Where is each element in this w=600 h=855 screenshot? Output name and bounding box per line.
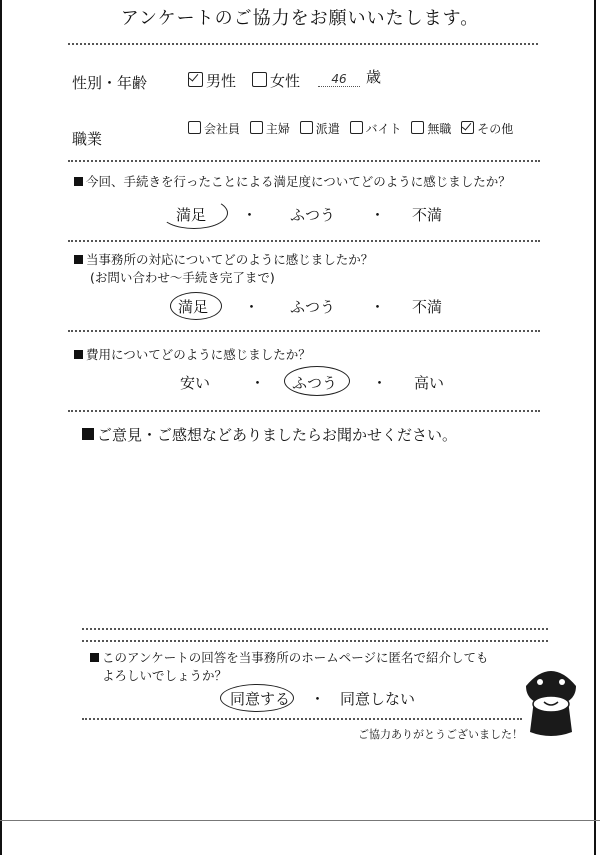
square-bullet-icon: [74, 350, 83, 359]
occupation-option-unemployed[interactable]: 無職: [411, 122, 451, 136]
q5-option-agree[interactable]: 同意する: [230, 690, 291, 708]
divider: [68, 330, 540, 332]
checkbox[interactable]: [300, 121, 313, 134]
occupation-option-parttime[interactable]: バイト: [350, 122, 402, 136]
checkbox[interactable]: [188, 121, 201, 134]
q1-option-dissatisfied[interactable]: 不満: [412, 206, 443, 224]
comments-area[interactable]: [82, 450, 538, 625]
selection-circle: [170, 292, 222, 320]
q3-question: 費用についてどのように感じましたか？: [74, 345, 311, 363]
occupation-option-other[interactable]: その他: [461, 122, 513, 136]
divider: [82, 628, 548, 630]
checkbox[interactable]: [250, 121, 263, 134]
gender-age-label: 性別・年齢: [72, 74, 148, 92]
gender-male-option[interactable]: 男性: [188, 70, 236, 91]
q1-option-satisfied[interactable]: 満足: [176, 206, 207, 224]
separator: ・: [250, 374, 266, 392]
square-bullet-icon: [90, 653, 99, 662]
divider: [68, 43, 538, 45]
gender-female-checkbox[interactable]: [252, 72, 267, 87]
q5-question-line1: このアンケートの回答を当事務所のホームページに匿名で紹介しても: [90, 648, 489, 666]
checkbox[interactable]: [350, 121, 363, 134]
mascot-icon: [520, 660, 582, 740]
separator: ・: [242, 206, 258, 224]
age-unit: 歳: [366, 68, 382, 86]
square-bullet-icon: [74, 255, 83, 264]
gender-female-option[interactable]: 女性: [252, 70, 300, 91]
checkbox[interactable]: [411, 121, 424, 134]
divider: [82, 640, 548, 642]
q2-option-satisfied[interactable]: 満足: [178, 298, 209, 316]
separator: ・: [370, 206, 386, 224]
occupation-options: [188, 120, 519, 137]
q3-option-cheap[interactable]: 安い: [180, 374, 211, 392]
q1-option-normal[interactable]: ふつう: [290, 206, 336, 224]
occupation-label: 職業: [72, 130, 103, 148]
thanks-message: ご協力ありがとうございました！: [358, 728, 523, 741]
divider: [68, 410, 540, 412]
page-edge-left: [0, 0, 2, 855]
checkbox[interactable]: [461, 121, 474, 134]
q2-option-dissatisfied[interactable]: 不満: [412, 298, 443, 316]
q2-question: 当事務所の対応についてどのように感じましたか？: [74, 250, 373, 268]
separator: ・: [372, 374, 388, 392]
q3-option-normal[interactable]: ふつう: [292, 374, 338, 392]
separator: ・: [310, 690, 326, 708]
page-edge-right: [594, 0, 596, 855]
divider: [82, 718, 522, 720]
selection-circle: [220, 684, 294, 712]
divider: [68, 240, 540, 242]
survey-title: アンケートのご協力をお願いいたします。: [120, 8, 480, 29]
gender-male-checkbox[interactable]: [188, 72, 203, 87]
occupation-option-dispatch[interactable]: 派遣: [300, 122, 340, 136]
q3-option-expensive[interactable]: 高い: [414, 374, 445, 392]
separator: ・: [244, 298, 260, 316]
q2-note: (お問い合わせ～手続き完了まで): [90, 270, 275, 285]
q4-question: ご意見・ご感想などありましたらお聞かせください。: [82, 424, 457, 445]
age-field[interactable]: 46: [318, 72, 360, 87]
square-bullet-icon: [82, 428, 94, 440]
occupation-option-company[interactable]: 会社員: [188, 122, 240, 136]
occupation-option-housewife[interactable]: 主婦: [250, 122, 290, 136]
divider: [68, 160, 540, 162]
q5-option-disagree[interactable]: 同意しない: [340, 690, 416, 708]
square-bullet-icon: [74, 177, 83, 186]
page-bottom-line: [0, 820, 600, 821]
selection-circle: [284, 366, 350, 396]
q1-question: 今回、手続きを行ったことによる満足度についてどのように感じましたか？: [74, 172, 511, 190]
selection-circle: [160, 197, 228, 229]
q2-option-normal[interactable]: ふつう: [290, 298, 336, 316]
separator: ・: [370, 298, 386, 316]
q5-question-line2: よろしいでしょうか？: [102, 668, 228, 683]
